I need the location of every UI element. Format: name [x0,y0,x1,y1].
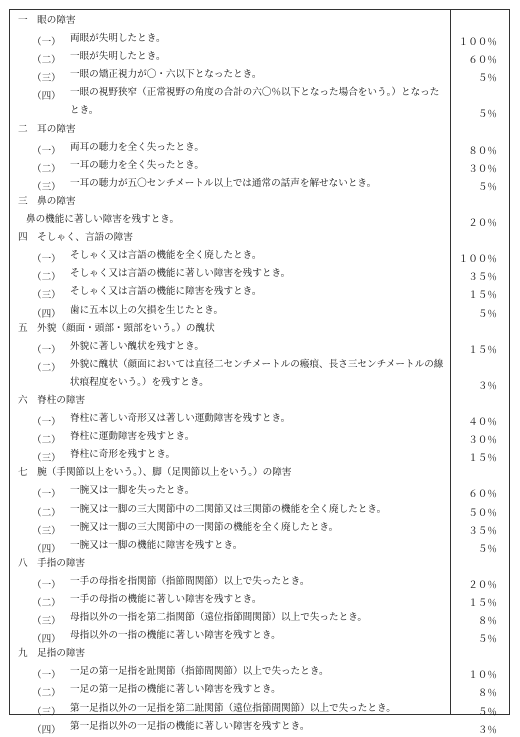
rate-value: １０％ [468,670,497,682]
item-number: （二） [32,272,61,284]
item-number: （三） [32,525,61,537]
category-title: 二 耳の障害 [18,123,76,135]
rate-value: ８％ [477,688,497,700]
item-number: （二） [32,598,61,609]
table-row [10,502,509,520]
item-number: （一） [32,670,61,682]
table-rows [10,13,509,737]
disability-rate-table [9,9,510,736]
table-row [10,592,509,610]
item-description: 母指以外の一指を第二指関節（遠位指節間関節）以上で失ったとき。 [70,612,368,624]
table-row [10,610,509,628]
table-row [10,538,509,556]
category-heading-row [10,393,509,411]
rate-value: ２０％ [468,218,497,230]
table-row [10,248,509,266]
table-row [10,411,509,429]
item-description: そしゃく又は言語の機能に著しい障害を残すとき。 [70,268,291,280]
table-row [10,357,509,393]
item-description: 母指以外の一指の機能に著しい障害を残すとき。 [70,630,281,642]
item-description: 一耳の聴力が五〇センチメートル以上では通常の話声を解せないとき。 [70,177,377,189]
item-description: 一腕又は一脚の三大関節中の二関節又は三関節の機能を全く廃したとき。 [70,503,387,515]
item-number: （二） [32,688,61,700]
category-heading-row [10,556,509,574]
rate-value: ３５％ [468,272,497,284]
table-row [10,701,509,719]
item-number: （一） [32,254,61,266]
rate-value: ３５％ [468,525,497,537]
item-number: （二） [32,507,61,519]
table-row [10,682,509,700]
table-row [10,574,509,592]
item-description: 歯に五本以上の欠損を生じたとき。 [70,304,224,316]
item-number: （二） [32,163,61,175]
table-row [10,447,509,465]
item-description: 一腕又は一脚の三大関節中の一関節の機能を全く廃したとき。 [70,521,339,533]
category-title: 四 そしゃく、言語の障害 [18,232,133,244]
rate-value: ５％ [477,181,497,193]
table-row [10,664,509,682]
rate-value: ６０％ [468,489,497,501]
item-number: （三） [32,706,61,718]
category-heading-row [10,122,509,140]
table-row [10,85,509,121]
category-title: 六 脊柱の障害 [18,394,86,406]
table-row [10,176,509,194]
item-description: 一足の第一足指を趾関節（指節間関節）以上で失ったとき。 [70,666,329,678]
table-row [10,719,509,737]
category-title: 五 外貌（顔面・頭部・頸部をいう。）の醜状 [18,322,215,334]
category-title: 一 眼の障害 [18,15,76,26]
item-description: 一腕又は一脚の機能に障害を残すとき。 [70,539,243,551]
item-description: 外貌に醜状（顔面においては直径二センチメートルの瘢痕、長さ三センチメートルの線状痕程度をいう。）を残すとき。 [70,358,444,388]
rate-value: ６０％ [468,55,497,67]
item-number: （一） [32,579,61,591]
item-description: 一眼の矯正視力が〇・六以下となったとき。 [70,69,262,81]
item-description: 一耳の聴力を全く失ったとき。 [70,159,204,171]
table-row [10,284,509,302]
item-number: （二） [32,362,61,374]
table-row [10,67,509,85]
item-number: （三） [32,73,61,85]
category-heading-row [10,13,509,31]
category-title: 九 足指の障害 [18,648,86,660]
rate-value: １００％ [458,254,497,266]
table-row [10,49,509,67]
item-description: 一腕又は一脚を失ったとき。 [70,485,195,497]
rate-value: ８０％ [468,145,497,157]
item-description: そしゃく又は言語の機能に障害を残すとき。 [70,286,262,298]
rate-value: １５％ [468,344,497,356]
item-description: 外貌に著しい醜状を残すとき。 [70,340,204,352]
rate-value: ５％ [477,634,497,646]
item-number: （三） [32,616,61,628]
category-heading-row [10,465,509,483]
item-description: そしゃく又は言語の機能を全く廃したとき。 [70,250,262,262]
category-title: 三 鼻の障害 [18,195,76,207]
table-row [10,303,509,321]
item-description: 第一足指以外の一足指の機能に著しい障害を残すとき。 [70,720,310,732]
item-description: 鼻の機能に著しい障害を残すとき。 [26,214,180,226]
rate-value: ８％ [477,616,497,628]
item-number: （四） [32,634,61,646]
table-row [10,483,509,501]
item-description: 一足の第一足指の機能に著しい障害を残すとき。 [70,684,281,696]
table-row [10,158,509,176]
rate-value: ５％ [477,109,497,121]
rate-value: ３％ [477,380,497,392]
rate-value: １００％ [458,37,497,49]
category-title: 七 腕（手関節以上をいう。）、脚（足関節以上をいう。）の障害 [18,467,292,479]
rate-value: ５０％ [468,507,497,519]
item-description: 一手の母指を指関節（指節間関節）以上で失ったとき。 [70,575,310,587]
table-row [10,429,509,447]
item-number: （一） [32,37,61,49]
rate-value: ５％ [477,308,497,320]
table-row [10,212,509,230]
table-row [10,520,509,538]
item-number: （四） [32,308,61,320]
rate-value: ５％ [477,543,497,555]
rate-value: １５％ [468,598,497,609]
category-heading-row [10,646,509,664]
item-number: （四） [32,724,61,736]
item-description: 一手の母指の機能に著しい障害を残すとき。 [70,594,262,605]
item-number: （四） [32,91,61,103]
category-heading-row [10,321,509,339]
item-number: （四） [32,543,61,555]
rate-value: １５％ [468,453,497,465]
item-description: 一眼が失明したとき。 [70,51,166,63]
item-description: 両眼が失明したとき。 [70,33,166,45]
item-description: 脊柱に運動障害を残すとき。 [70,431,195,443]
rate-value: ２０％ [468,579,497,591]
table-row [10,266,509,284]
rate-value: ５％ [477,706,497,718]
item-number: （二） [32,435,61,447]
rate-value: ５％ [477,73,497,85]
item-number: （三） [32,181,61,193]
category-title: 八 手指の障害 [18,557,86,569]
item-description: 両耳の聴力を全く失ったとき。 [70,141,204,153]
rate-value: １５％ [468,290,497,302]
table-row [10,339,509,357]
category-heading-row [10,194,509,212]
table-row [10,628,509,646]
category-heading-row [10,230,509,248]
item-number: （一） [32,344,61,356]
item-number: （三） [32,453,61,465]
item-number: （一） [32,417,61,429]
item-description: 脊柱に著しい奇形又は著しい運動障害を残すとき。 [70,413,291,425]
rate-value: ３％ [477,724,497,736]
item-number: （一） [32,489,61,501]
item-description: 第一足指以外の一足指を第二趾関節（遠位指節間関節）以上で失ったとき。 [70,702,396,714]
item-description: 脊柱に奇形を残すとき。 [70,449,176,461]
table-row [10,31,509,49]
rate-value: ３０％ [468,435,497,447]
item-number: （一） [32,145,61,157]
item-number: （二） [32,55,61,67]
item-description: 一眼の視野狭窄（正常視野の角度の合計の六〇％以下となった場合をいう。）となったとき。 [70,87,440,117]
item-number: （三） [32,290,61,302]
rate-value: ３０％ [468,163,497,175]
rate-value: ４０％ [468,417,497,429]
table-row [10,140,509,158]
